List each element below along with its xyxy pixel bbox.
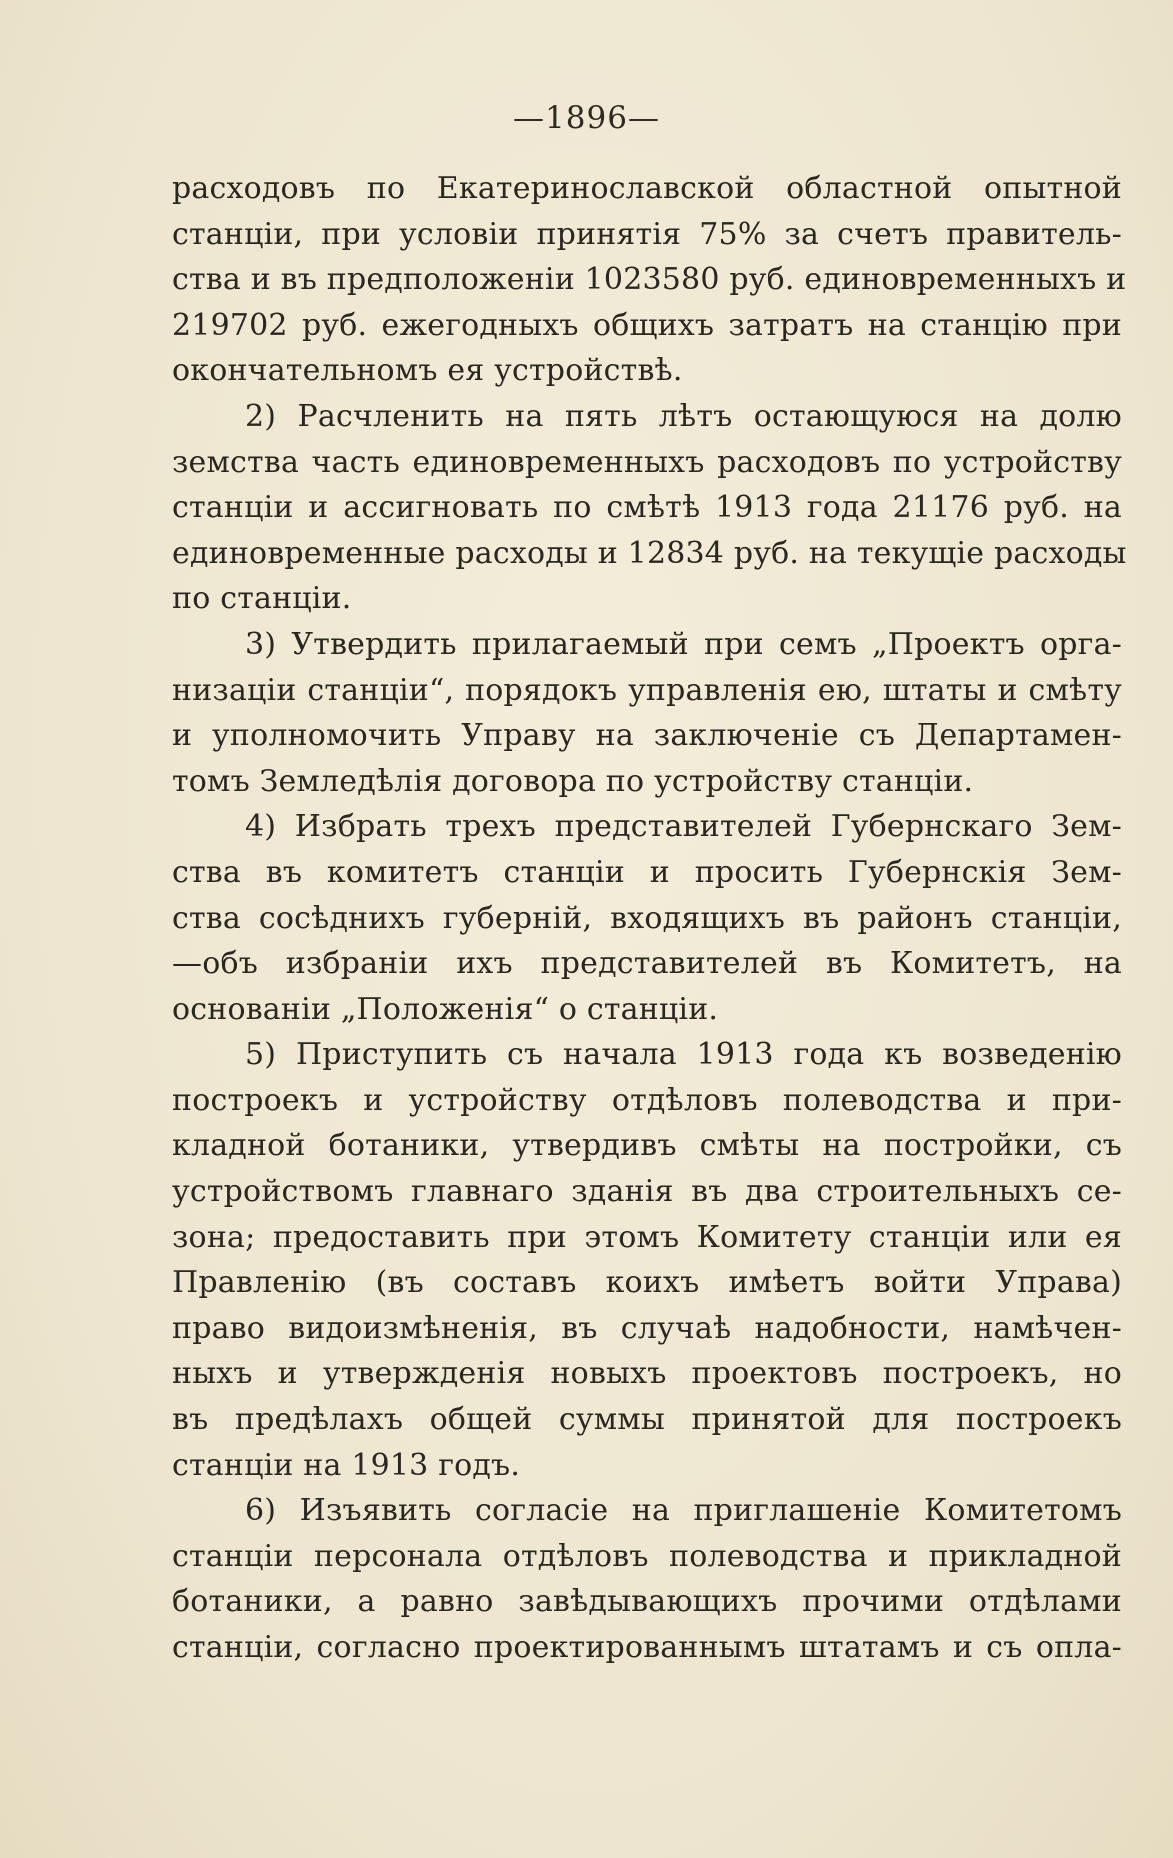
text-line: станціи персонала отдѣловъ полеводства и прикладной (172, 1538, 1122, 1574)
text-line: ботаники, а равно завѣдывающихъ прочими отдѣлами (172, 1584, 1122, 1620)
text-line: ства въ комитетъ станціи и просить Губернскія Зем- (172, 854, 1122, 890)
text-line: томъ Земледѣлія договора по устройству станціи. (172, 763, 974, 799)
text-line: станціи, согласно проектированнымъ штатамъ и съ опла- (172, 1630, 1122, 1665)
text-line: ныхъ и утвержденія новыхъ проектовъ построекъ, но (172, 1356, 1122, 1392)
text-line: 5) Приступить съ начала 1913 года къ возведенію (245, 1037, 1122, 1073)
text-line: станціи и ассигновать по смѣтѣ 1913 года 21176 руб. на (172, 490, 1122, 526)
text-line: построекъ и устройству отдѣловъ полеводства и при- (172, 1082, 1122, 1118)
text-line: и уполномочить Управу на заключеніе съ Департамен- (172, 718, 1122, 754)
text-line: 6) Изъявить согласіе на приглашеніе Комитетомъ (245, 1493, 1122, 1529)
text-line: кладной ботаники, утвердивъ смѣты на постройки, съ (172, 1128, 1122, 1164)
text-line: ства и въ предположеніи 1023580 руб. единовременныхъ и (172, 262, 1127, 298)
text-line: 4) Избрать трехъ представителей Губернскаго Зем- (245, 809, 1122, 845)
text-line: единовременные расходы и 12834 руб. на текущіе расходы (172, 535, 1127, 571)
text-line: станціи на 1913 годъ. (172, 1447, 521, 1483)
text-line: станціи, при условіи принятія 75% за счетъ правитель- (172, 216, 1122, 252)
text-line: низаціи станціи“, порядокъ управленія ею, штаты и смѣту (172, 672, 1122, 708)
text-line: право видоизмѣненія, въ случаѣ надобности, намѣчен- (172, 1310, 1122, 1346)
page-number: —1896— (513, 100, 660, 136)
text-line: по станціи. (172, 581, 352, 617)
text-line: ства сосѣднихъ губерній, входящихъ въ районъ станціи, (172, 900, 1122, 936)
text-line: окончательномъ ея устройствѣ. (172, 353, 683, 389)
text-line: земства часть единовременныхъ расходовъ по устройству (172, 444, 1122, 480)
text-line: устройствомъ главнаго зданія въ два строительныхъ се- (172, 1174, 1122, 1210)
text-line: зона; предоставить при этомъ Комитету станціи или ея (172, 1219, 1122, 1255)
text-line: 2) Расчленить на пять лѣтъ остающуюся на долю (245, 398, 1122, 434)
text-line: 3) Утвердить прилагаемый при семъ „Проектъ орга- (245, 626, 1122, 662)
text-line: Правленію (въ составъ коихъ имѣетъ войти Управа) (172, 1265, 1122, 1301)
body-text (172, 166, 1127, 1671)
text-line: расходовъ по Екатеринославской областной опытной (172, 171, 1122, 206)
text-line: —объ избраніи ихъ представителей въ Комитетъ, на (172, 946, 1122, 982)
text-line: основаніи „Положенія“ о станціи. (172, 991, 719, 1027)
text-line: въ предѣлахъ общей суммы принятой для построекъ (172, 1402, 1122, 1438)
text-line: 219702 руб. ежегодныхъ общихъ затратъ на станцію при (172, 307, 1122, 343)
